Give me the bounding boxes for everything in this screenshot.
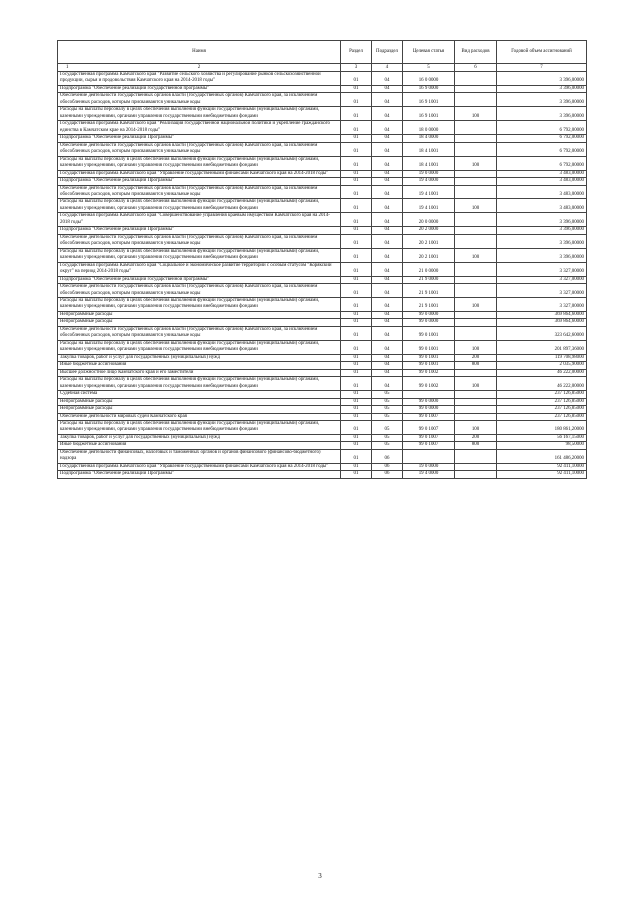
row-section: 01 [341, 93, 372, 107]
row-target: 99 0 0000 [403, 406, 455, 413]
row-subsection: 04 [372, 227, 403, 234]
table-row [58, 413, 587, 420]
row-section: 01 [341, 442, 372, 449]
row-amount: 3 396,00000 [497, 213, 587, 227]
table-row [58, 377, 587, 391]
row-amount: 237 126,85000 [497, 398, 587, 405]
row-expense [455, 234, 497, 248]
row-name: Государственная программа Камчатского края "Развитие сельского хозяйства и регулирование рынков сельскохозяйственной продукции, сырья и продовольствия Камчатского края на 2014-2018 годы" [58, 72, 341, 86]
row-amount: 3 483,00000 [497, 178, 587, 185]
row-section: 01 [341, 377, 372, 391]
header-expense: Вид расходов [455, 41, 497, 64]
row-name: Расходы на выплаты персоналу в целях обеспечения выполнения функций государственными (муниципальными) органами, казенными учреждениями, органами управления государственными внебюджетными фондами [58, 420, 341, 434]
row-expense [455, 262, 497, 276]
row-subsection: 06 [372, 463, 403, 470]
row-subsection: 04 [372, 121, 403, 135]
row-expense [455, 449, 497, 463]
row-name: Иные бюджетные ассигнования [58, 362, 341, 369]
row-amount: 3 396,00000 [497, 234, 587, 248]
row-expense: 100 [455, 156, 497, 170]
row-subsection: 04 [372, 369, 403, 376]
row-name: Непрограммные расходы [58, 398, 341, 405]
row-amount: 3 396,00000 [497, 227, 587, 234]
row-expense [455, 398, 497, 405]
row-name: Подпрограмма "Обеспечение реализации Программы" [58, 178, 341, 185]
row-expense: 100 [455, 420, 497, 434]
numbering-label: 2 [197, 64, 201, 70]
row-section: 01 [341, 234, 372, 248]
row-name: Высшее должностное лицо Камчатского края и его заместители [58, 369, 341, 376]
table-row [58, 227, 587, 234]
row-name: Государственная программа Камчатского края "Совершенствование управления краевым имуществом Камчатского края на 2014-2018 годы" [58, 213, 341, 227]
table-row [58, 340, 587, 354]
row-expense [455, 471, 497, 478]
table-row [58, 354, 587, 361]
row-subsection: 04 [372, 178, 403, 185]
numbering-label: 1 [66, 64, 69, 70]
row-target: 99 0 1001 [403, 362, 455, 369]
table-row [58, 234, 587, 248]
row-target: 99 0 1007 [403, 420, 455, 434]
row-target: 19 0 0000 [403, 170, 455, 177]
header-subsection: Подраздел [372, 41, 403, 64]
row-expense: 200 [455, 354, 497, 361]
row-target: 99 0 1007 [403, 442, 455, 449]
row-name: Подпрограмма "Обеспечение реализации государственной программы" [58, 276, 341, 283]
row-section: 01 [341, 185, 372, 199]
row-amount: 119 708,98000 [497, 354, 587, 361]
row-expense [455, 311, 497, 318]
row-subsection: 05 [372, 391, 403, 398]
row-amount: 3 483,00000 [497, 185, 587, 199]
row-amount: 180 861,20000 [497, 420, 587, 434]
row-expense [455, 170, 497, 177]
table-row [58, 85, 587, 92]
row-target: 99 0 1002 [403, 369, 455, 376]
row-section: 01 [341, 170, 372, 177]
row-subsection: 04 [372, 340, 403, 354]
numbering-cell: 6 [455, 64, 497, 72]
row-target: 99 0 1001 [403, 340, 455, 354]
row-expense [455, 72, 497, 86]
row-expense [455, 326, 497, 340]
row-subsection: 04 [372, 262, 403, 276]
row-expense [455, 121, 497, 135]
row-amount: 46 222,00000 [497, 377, 587, 391]
row-subsection: 04 [372, 135, 403, 142]
row-target: 99 0 1001 [403, 326, 455, 340]
table-row [58, 391, 587, 398]
row-name: Государственная программа Камчатского края "Управление государственными финансами Камчатского края на 2014-2018 годы" [58, 463, 341, 470]
table-row [58, 107, 587, 121]
row-name: Расходы на выплаты персоналу в целях обеспечения выполнения функций государственными (муниципальными) органами, казенными учреждениями, органами управления государственными внебюджетными фондами [58, 107, 341, 121]
row-section: 01 [341, 135, 372, 142]
row-section: 01 [341, 471, 372, 478]
table-row [58, 142, 587, 156]
row-subsection: 06 [372, 471, 403, 478]
row-target: 16 0 0000 [403, 72, 455, 86]
row-name: Расходы на выплаты персоналу в целях обеспечения выполнения функций государственными (муниципальными) органами, казенными учреждениями, органами управления государственными внебюджетными фондами [58, 248, 341, 262]
row-target: 99 0 1001 [403, 354, 455, 361]
row-expense [455, 93, 497, 107]
row-amount: 3 396,00000 [497, 93, 587, 107]
row-target: 18 4 1001 [403, 156, 455, 170]
row-section: 01 [341, 391, 372, 398]
row-expense [455, 185, 497, 199]
table-row [58, 156, 587, 170]
table-row [58, 72, 587, 86]
row-amount: 2 035,90000 [497, 362, 587, 369]
row-section: 01 [341, 72, 372, 86]
row-amount: 6 792,00000 [497, 121, 587, 135]
budget-table-sheet [57, 40, 586, 479]
row-subsection: 04 [372, 326, 403, 340]
header-section: Раздел [341, 41, 372, 64]
row-subsection: 04 [372, 107, 403, 121]
row-name: Государственная программа Камчатского края "Реализация государственной национальной политики и укрепление гражданского единства в Камчатском крае на 2014-2018 годы" [58, 121, 341, 135]
table-row [58, 434, 587, 441]
row-name: Подпрограмма "Обеспечение реализации Программы" [58, 471, 341, 478]
row-section: 01 [341, 340, 372, 354]
row-target: 18 0 0000 [403, 121, 455, 135]
row-expense [455, 213, 497, 227]
row-expense [455, 406, 497, 413]
row-expense [455, 391, 497, 398]
page-number: 3 [318, 872, 322, 880]
row-subsection: 04 [372, 185, 403, 199]
row-section: 01 [341, 398, 372, 405]
row-expense: 100 [455, 107, 497, 121]
numbering-cell: 7 [497, 64, 587, 72]
numbering-row [58, 64, 587, 72]
table-row [58, 121, 587, 135]
row-name: Расходы на выплаты персоналу в целях обеспечения выполнения функций государственными (муниципальными) органами, казенными учреждениями, органами управления государственными внебюджетными фондами [58, 340, 341, 354]
row-subsection: 04 [372, 156, 403, 170]
row-section: 01 [341, 298, 372, 312]
row-name: Обеспечение деятельности государственных органов власти (государственных органов) Камчатского края, за исключением обособленных расходов, которым присваиваются уникальные коды [58, 93, 341, 107]
row-target [403, 391, 455, 398]
row-section: 01 [341, 227, 372, 234]
row-section: 01 [341, 311, 372, 318]
row-name: Подпрограмма "Обеспечение реализации Программы" [58, 135, 341, 142]
row-section: 01 [341, 121, 372, 135]
row-section: 01 [341, 178, 372, 185]
row-amount: 237 126,85000 [497, 406, 587, 413]
table-row [58, 298, 587, 312]
row-expense [455, 463, 497, 470]
row-subsection: 04 [372, 354, 403, 361]
row-target: 19 4 1001 [403, 199, 455, 213]
row-name: Государственная программа Камчатского края "Управление государственными финансами Камчатского края на 2014-2018 годы" [58, 170, 341, 177]
row-expense [455, 369, 497, 376]
header-target: Целевая статья [403, 41, 455, 64]
row-name: Закупка товаров, работ и услуг для государственных (муниципальных) нужд [58, 434, 341, 441]
row-target: 19 4 0000 [403, 471, 455, 478]
row-target: 21 9 1001 [403, 298, 455, 312]
row-expense: 100 [455, 248, 497, 262]
row-section: 01 [341, 156, 372, 170]
row-amount: 369 864,60000 [497, 311, 587, 318]
row-expense: 100 [455, 199, 497, 213]
row-name: Обеспечение деятельности государственных органов власти (государственных органов) Камчатского края, за исключением обособленных расходов, которым присваиваются уникальные коды [58, 142, 341, 156]
row-target: 99 0 1007 [403, 434, 455, 441]
row-subsection: 04 [372, 199, 403, 213]
row-subsection: 04 [372, 311, 403, 318]
row-target: 18 4 0000 [403, 135, 455, 142]
row-expense [455, 227, 497, 234]
row-target: 99 0 1002 [403, 377, 455, 391]
row-target [403, 449, 455, 463]
numbering-cell: 5 [403, 64, 455, 72]
row-target: 99 0 0000 [403, 398, 455, 405]
header-amount: Годовой объем ассигнований [497, 41, 587, 64]
row-name: Закупка товаров, работ и услуг для государственных (муниципальных) нужд [58, 354, 341, 361]
row-target: 19 0 0000 [403, 463, 455, 470]
row-amount: 3 327,00000 [497, 298, 587, 312]
table-row [58, 199, 587, 213]
row-subsection: 05 [372, 413, 403, 420]
table-row [58, 362, 587, 369]
row-expense: 100 [455, 298, 497, 312]
row-amount: 237 126,85000 [497, 391, 587, 398]
table-row [58, 319, 587, 326]
row-target: 99 0 1007 [403, 413, 455, 420]
table-row [58, 420, 587, 434]
row-expense [455, 178, 497, 185]
table-row [58, 449, 587, 463]
row-name: Расходы на выплаты персоналу в целях обеспечения выполнения функций государственными (муниципальными) органами, казенными учреждениями, органами управления государственными внебюджетными фондами [58, 377, 341, 391]
row-subsection: 05 [372, 442, 403, 449]
row-amount: 3 396,00000 [497, 107, 587, 121]
row-amount: 6 792,00000 [497, 142, 587, 156]
row-amount: 3 327,00000 [497, 262, 587, 276]
row-name: Подпрограмма "Обеспечение реализации Программы" [58, 227, 341, 234]
row-expense [455, 276, 497, 283]
row-target: 99 0 0000 [403, 311, 455, 318]
row-section: 01 [341, 248, 372, 262]
row-subsection: 04 [372, 170, 403, 177]
row-amount: 3 396,00000 [497, 85, 587, 92]
table-row [58, 463, 587, 470]
row-name: Непрограммные расходы [58, 311, 341, 318]
row-amount: 3 396,00000 [497, 72, 587, 86]
row-target: 20 2 0000 [403, 227, 455, 234]
row-amount: 3 327,00000 [497, 284, 587, 298]
row-expense [455, 413, 497, 420]
row-subsection: 04 [372, 362, 403, 369]
row-subsection: 06 [372, 449, 403, 463]
row-subsection: 04 [372, 72, 403, 86]
row-target: 16 9 1001 [403, 107, 455, 121]
row-amount: 56 167,15000 [497, 434, 587, 441]
row-target: 16 9 1001 [403, 93, 455, 107]
row-amount: 201 897,36000 [497, 340, 587, 354]
row-amount: 6 792,00000 [497, 135, 587, 142]
header-name: Наимя [58, 41, 341, 64]
row-amount: 3 396,00000 [497, 248, 587, 262]
row-name: Обеспечение деятельности государственных органов власти (государственных органов) Камчатского края, за исключением обособленных расходов, которым присваиваются уникальные коды [58, 284, 341, 298]
table-row [58, 213, 587, 227]
row-target: 18 4 1001 [403, 142, 455, 156]
row-expense: 100 [455, 377, 497, 391]
row-subsection: 04 [372, 213, 403, 227]
row-name: Государственная программа Камчатского края "Социальное и экономическое развитие территории с особым статусом "Корякский округ" на период 2014-2018 годы" [58, 262, 341, 276]
table-row [58, 311, 587, 318]
row-amount: 98,50000 [497, 442, 587, 449]
row-name: Расходы на выплаты персоналу в целях обеспечения выполнения функций государственными (муниципальными) органами, казенными учреждениями, органами управления государственными внебюджетными фондами [58, 156, 341, 170]
table-row [58, 262, 587, 276]
row-subsection: 04 [372, 319, 403, 326]
row-name: Подпрограмма "Обеспечение реализации государственной программы" [58, 85, 341, 92]
row-subsection: 04 [372, 284, 403, 298]
row-expense: 800 [455, 442, 497, 449]
row-section: 01 [341, 369, 372, 376]
row-subsection: 04 [372, 93, 403, 107]
row-section: 01 [341, 362, 372, 369]
row-subsection: 04 [372, 85, 403, 92]
row-amount: 3 483,00000 [497, 170, 587, 177]
table-body [58, 72, 587, 479]
row-expense [455, 284, 497, 298]
row-subsection: 04 [372, 298, 403, 312]
row-name: Обеспечение деятельности государственных органов власти (государственных органов) Камчатского края, за исключением обособленных расходов, которым присваиваются уникальные коды [58, 185, 341, 199]
row-amount: 369 864,60000 [497, 319, 587, 326]
row-name: Судебная система [58, 391, 341, 398]
row-subsection: 05 [372, 434, 403, 441]
row-section: 01 [341, 319, 372, 326]
row-amount: 237 126,85000 [497, 413, 587, 420]
row-expense [455, 142, 497, 156]
row-name: Расходы на выплаты персоналу в целях обеспечения выполнения функций государственными (муниципальными) органами, казенными учреждениями, органами управления государственными внебюджетными фондами [58, 199, 341, 213]
row-expense: 200 [455, 434, 497, 441]
row-section: 01 [341, 142, 372, 156]
numbering-cell: 4 [372, 64, 403, 72]
row-subsection: 04 [372, 234, 403, 248]
row-section: 01 [341, 326, 372, 340]
table-row [58, 369, 587, 376]
row-amount: 161 486,20000 [497, 449, 587, 463]
row-subsection: 04 [372, 142, 403, 156]
table-row [58, 93, 587, 107]
row-amount: 46 222,00000 [497, 369, 587, 376]
row-target: 16 9 0000 [403, 85, 455, 92]
row-section: 01 [341, 276, 372, 283]
row-target: 19 4 0000 [403, 178, 455, 185]
table-row [58, 276, 587, 283]
row-subsection: 04 [372, 276, 403, 283]
row-name: Непрограммные расходы [58, 406, 341, 413]
row-expense: 100 [455, 340, 497, 354]
row-section: 01 [341, 420, 372, 434]
row-expense: 800 [455, 362, 497, 369]
row-section: 01 [341, 463, 372, 470]
row-target: 21 9 1001 [403, 284, 455, 298]
row-expense [455, 85, 497, 92]
row-section: 01 [341, 413, 372, 420]
row-name: Обеспечение деятельности государственных органов власти (государственных органов) Камчатского края, за исключением обособленных расходов, которым присваиваются уникальные коды [58, 326, 341, 340]
budget-table [57, 40, 587, 479]
table-row [58, 185, 587, 199]
row-target: 19 4 1001 [403, 185, 455, 199]
row-subsection: 05 [372, 406, 403, 413]
row-section: 01 [341, 199, 372, 213]
row-amount: 92 411,10000 [497, 463, 587, 470]
row-section: 01 [341, 284, 372, 298]
row-section: 01 [341, 449, 372, 463]
row-section: 01 [341, 406, 372, 413]
numbering-cell: 3 [341, 64, 372, 72]
numbering-cell [58, 64, 341, 72]
row-target: 21 9 0000 [403, 276, 455, 283]
table-row [58, 406, 587, 413]
row-section: 01 [341, 354, 372, 361]
header-row [58, 41, 587, 64]
row-amount: 6 792,00000 [497, 156, 587, 170]
row-name: Обеспечение деятельности финансовых, налоговых и таможенных органов и органов финансового (финансово-бюджетного) надзора [58, 449, 341, 463]
row-subsection: 04 [372, 377, 403, 391]
row-amount: 3 483,00000 [497, 199, 587, 213]
row-section: 01 [341, 85, 372, 92]
table-row [58, 471, 587, 478]
row-name: Обеспечение деятельности мировых судей Камчатского края [58, 413, 341, 420]
table-row [58, 442, 587, 449]
row-name: Расходы на выплаты персоналу в целях обеспечения выполнения функций государственными (муниципальными) органами, казенными учреждениями, органами управления государственными внебюджетными фондами [58, 298, 341, 312]
table-row [58, 398, 587, 405]
row-section: 01 [341, 107, 372, 121]
row-section: 01 [341, 434, 372, 441]
row-expense [455, 319, 497, 326]
row-name: Обеспечение деятельности государственных органов власти (государственных органов) Камчатского края, за исключением обособленных расходов, которым присваиваются уникальные коды [58, 234, 341, 248]
row-expense [455, 135, 497, 142]
row-target: 99 0 0000 [403, 319, 455, 326]
table-row [58, 326, 587, 340]
row-name: Иные бюджетные ассигнования [58, 442, 341, 449]
row-amount: 323 642,60000 [497, 326, 587, 340]
row-amount: 3 327,00000 [497, 276, 587, 283]
row-target: 20 2 1001 [403, 248, 455, 262]
row-target: 20 2 1001 [403, 234, 455, 248]
table-row [58, 248, 587, 262]
row-amount: 92 411,10000 [497, 471, 587, 478]
row-section: 01 [341, 262, 372, 276]
row-subsection: 05 [372, 398, 403, 405]
table-row [58, 284, 587, 298]
row-subsection: 04 [372, 248, 403, 262]
row-subsection: 05 [372, 420, 403, 434]
table-row [58, 170, 587, 177]
row-target: 20 0 0000 [403, 213, 455, 227]
table-row [58, 135, 587, 142]
row-section: 01 [341, 213, 372, 227]
table-row [58, 178, 587, 185]
row-name: Непрограммные расходы [58, 319, 341, 326]
row-target: 21 0 0000 [403, 262, 455, 276]
